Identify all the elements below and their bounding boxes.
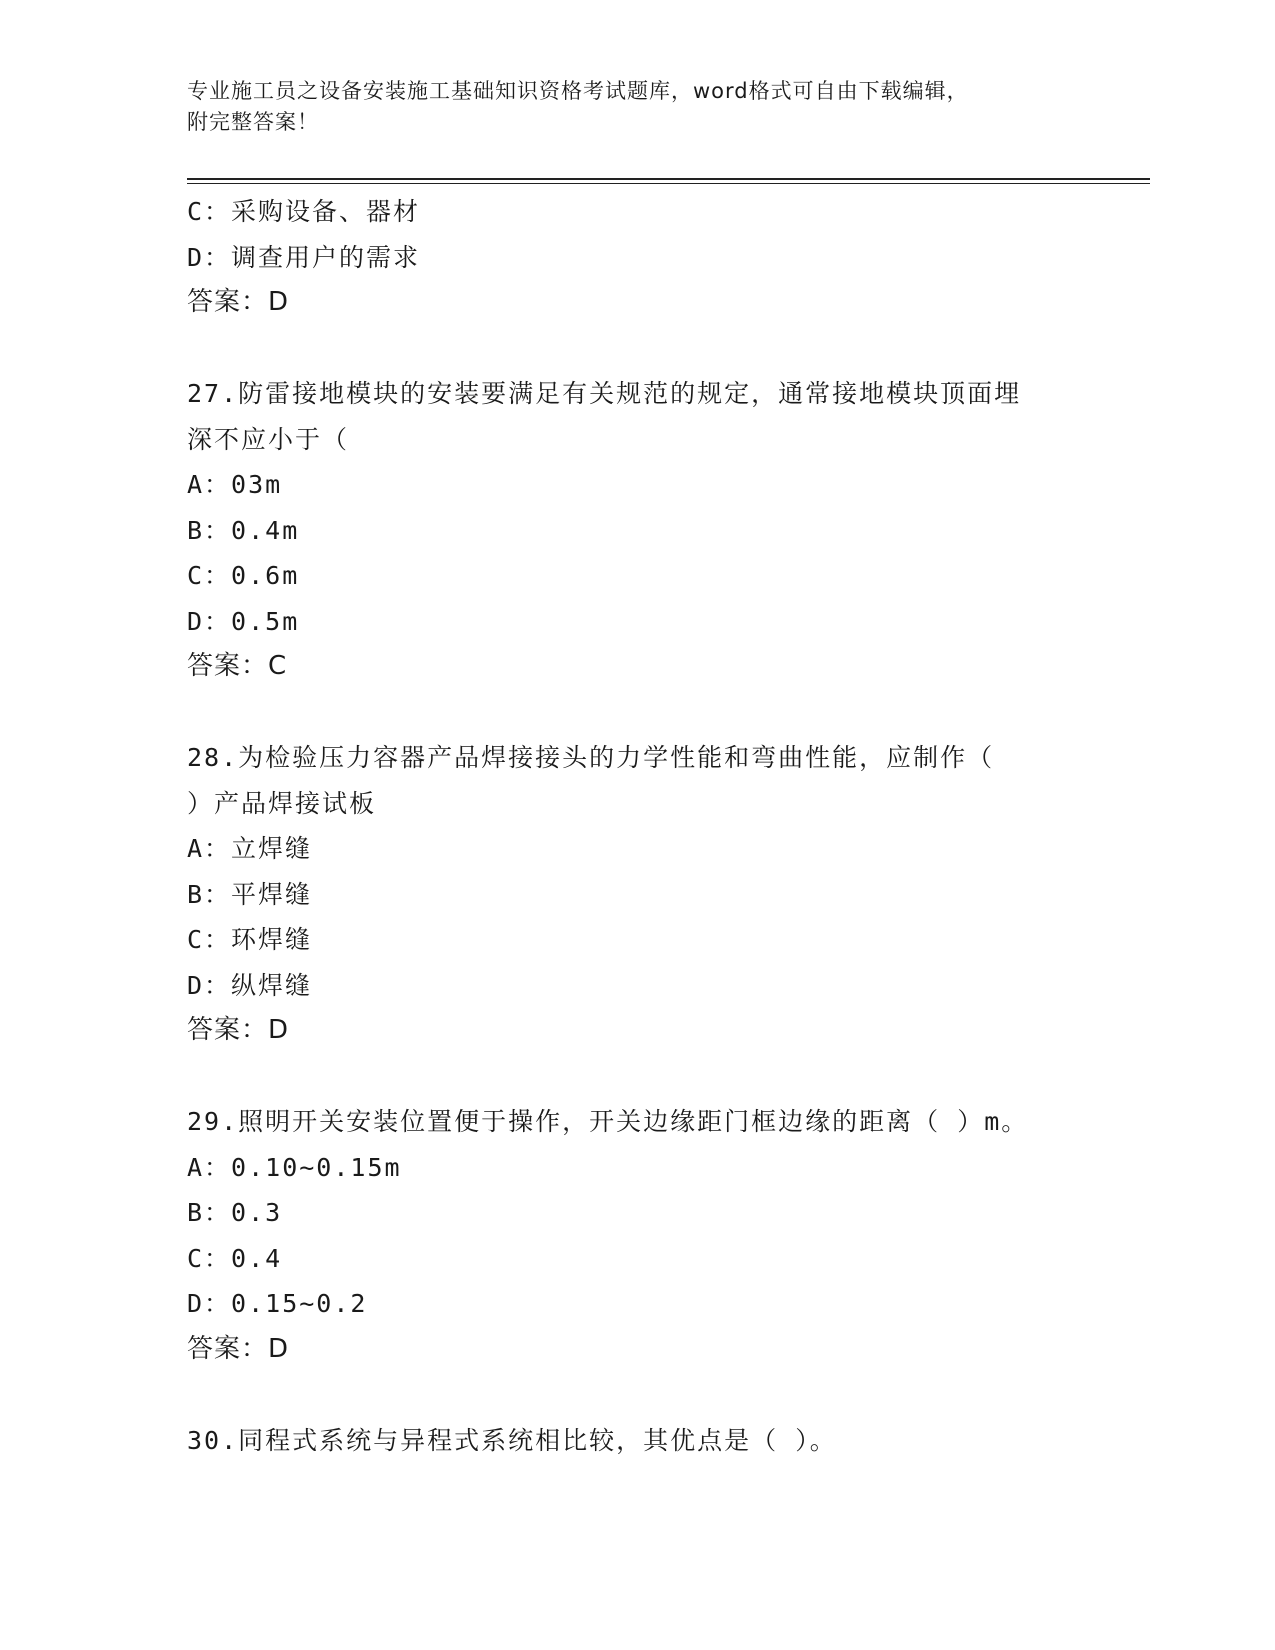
question-stem: ）产品焊接试板 [187,788,377,818]
answer: 答案：D [187,287,290,317]
question-28 [187,735,1087,1054]
document-header [187,76,1087,138]
option-b: B：0.4m [187,515,300,545]
answer: 答案：C [187,651,288,681]
header-divider-thick [187,178,1150,180]
option-d: D：纵焊缝 [187,970,313,1000]
option-b: B：平焊缝 [187,879,313,909]
question-27 [187,371,1087,690]
option-a: A：03m [187,470,283,499]
question-stem: 29.照明开关安装位置便于操作，开关边缘距门框边缘的距离（ ）m。 [187,1107,1029,1136]
answer: 答案：D [187,1333,290,1364]
question-30 [187,1418,1087,1464]
question-stem: 27.防雷接地模块的安装要满足有关规范的规定，通常接地模块顶面埋 [187,379,1022,408]
option-b: B：0.3 [187,1198,283,1227]
question-list [187,189,1087,1463]
option-c: C：采购设备、器材 [187,197,421,226]
option-d: D：0.15~0.2 [187,1289,368,1318]
option-c: C：环焊缝 [187,925,313,954]
option-a: A：0.10~0.15m [187,1152,402,1182]
question-29 [187,1099,1087,1372]
question-continued [187,189,1087,326]
option-d: D：0.5m [187,606,300,636]
answer: 答案：D [187,1015,290,1045]
option-c: C：0.6m [187,561,300,590]
question-stem: 30.同程式系统与异程式系统相比较，其优点是（ ）。 [187,1425,837,1455]
option-d: D：调查用户的需求 [187,242,421,272]
header-divider-thin [187,183,1150,184]
question-stem: 28.为检验压力容器产品焊接接头的力学性能和弯曲性能，应制作（ [187,743,995,772]
option-c: C：0.4 [187,1243,283,1273]
question-stem: 深不应小于（ [187,424,350,454]
header-title-line-1: 专业施工员之设备安装施工基础知识资格考试题库，word格式可自由下载编辑， [187,79,969,103]
option-a: A：立焊缝 [187,834,313,863]
header-title-line-2: 附完整答案！ [187,110,319,134]
